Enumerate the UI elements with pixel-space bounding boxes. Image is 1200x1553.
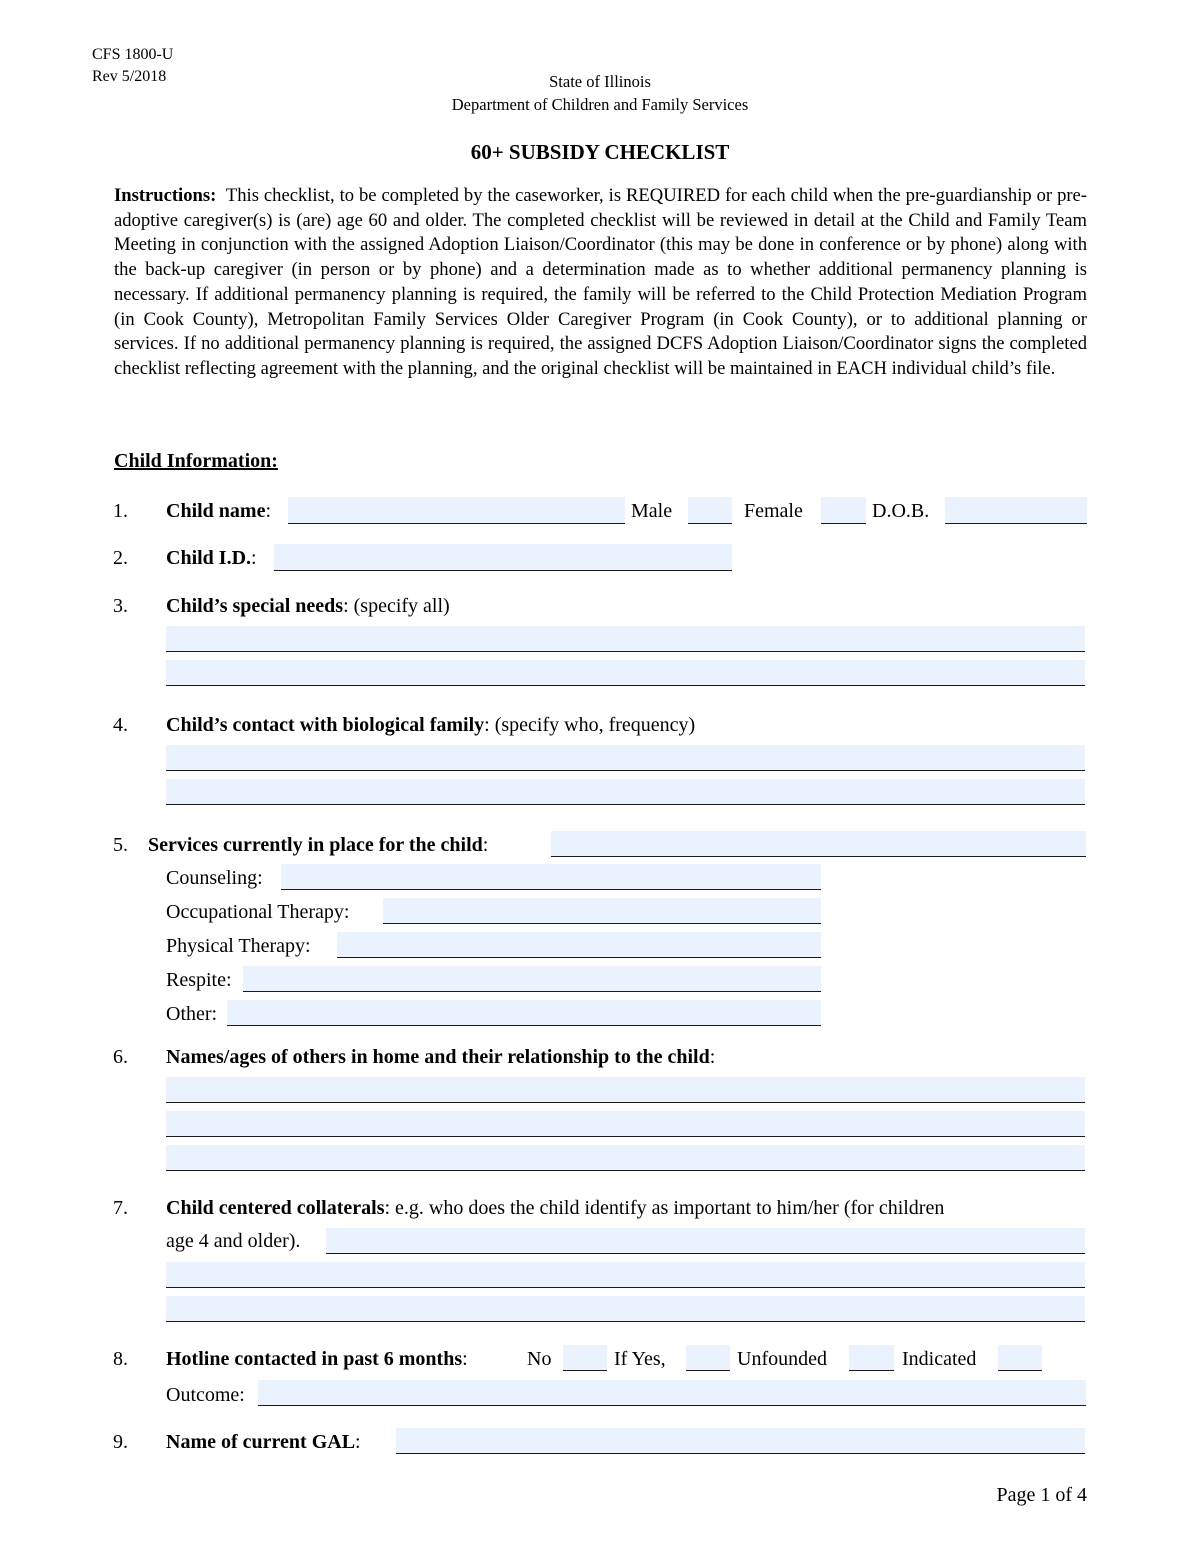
page-number: Page 1 of 4 (996, 1484, 1087, 1506)
occupational-therapy-label: Occupational Therapy: (166, 901, 350, 923)
form-number: CFS 1800-U (92, 46, 174, 63)
child-id-label: Child I.D.: (166, 547, 257, 569)
item-number-6: 6. (113, 1046, 128, 1068)
hotline-unfounded-label: Unfounded (737, 1348, 827, 1370)
special-needs-line-2[interactable] (166, 660, 1085, 686)
biological-family-line-2[interactable] (166, 779, 1085, 805)
gal-name-label: Name of current GAL: (166, 1431, 361, 1453)
other-field[interactable] (227, 1000, 821, 1026)
hotline-yes-field[interactable] (686, 1345, 730, 1371)
hotline-unfounded-field[interactable] (849, 1345, 894, 1371)
physical-therapy-field[interactable] (337, 932, 821, 958)
dob-label: D.O.B. (872, 500, 930, 522)
services-label: Services currently in place for the child: (148, 834, 489, 856)
instructions (114, 184, 1087, 382)
occupational-therapy-field[interactable] (383, 898, 821, 924)
others-in-home-label: Names/ages of others in home and their relationship to the child: (166, 1046, 716, 1068)
female-field[interactable] (821, 497, 866, 524)
page-title: 60+ SUBSIDY CHECKLIST (470, 140, 730, 164)
collaterals-line-1[interactable] (326, 1228, 1085, 1254)
item-number-8: 8. (113, 1348, 128, 1370)
child-name-field[interactable] (288, 497, 625, 524)
counseling-field[interactable] (281, 864, 821, 890)
others-in-home-line-2[interactable] (166, 1111, 1085, 1137)
outcome-field[interactable] (258, 1380, 1086, 1406)
other-label: Other: (166, 1003, 218, 1025)
child-id-field[interactable] (274, 544, 732, 571)
collaterals-line-2[interactable] (166, 1262, 1085, 1288)
dob-field[interactable] (945, 497, 1087, 524)
biological-family-contact-label: Child’s contact with biological family: (specify who, frequency) (166, 714, 696, 736)
male-field[interactable] (688, 497, 732, 524)
hotline-label: Hotline contacted in past 6 months: (166, 1348, 468, 1370)
services-field[interactable] (551, 831, 1086, 857)
item-number-4: 4. (113, 714, 128, 736)
physical-therapy-label: Physical Therapy: (166, 935, 311, 957)
hotline-indicated-label: Indicated (902, 1348, 977, 1370)
form-revision: Rev 5/2018 (92, 68, 167, 85)
state-name: State of Illinois (549, 72, 651, 91)
item-number-2: 2. (113, 547, 128, 569)
female-label: Female (744, 500, 803, 522)
instructions-label: Instructions: (114, 185, 217, 206)
male-label: Male (631, 500, 673, 522)
section-heading-child-information: Child Information: (114, 450, 278, 472)
item-number-9: 9. (113, 1431, 128, 1453)
others-in-home-line-3[interactable] (166, 1145, 1085, 1171)
department-name: Department of Children and Family Services (451, 95, 749, 114)
respite-label: Respite: (166, 969, 232, 991)
outcome-label: Outcome: (166, 1384, 245, 1406)
hotline-indicated-field[interactable] (998, 1345, 1042, 1371)
respite-field[interactable] (243, 966, 821, 992)
hotline-no-field[interactable] (563, 1345, 607, 1371)
instructions-text: This checklist, to be completed by the caseworker, is REQUIRED for each child when the pre-guardianship or pre-adoptive caregiver(s) is (are) age 60 and older. The completed checklist will be reviewed in detail at the Child and Family Team Meeting in conjunction with the assigned Adoption Liaison/Coordinator (this may be done in conference or by phone) along with the back-up caregiver (in person or by phone) and a determination made as to whether additional permanency planning is necessary. If additional permanency planning is required, the family will be referred to the Child Protection Mediation Program (in Cook County), Metropolitan Family Services Older Caregiver Program (in Cook County), or to additional planning or services. If no additional permanency planning is required, the assigned DCFS Adoption Liaison/Coordinator signs the completed checklist reflecting agreement with the planning, and the original checklist will be maintained in EACH individual child’s file. (114, 185, 1087, 379)
collaterals-line-3[interactable] (166, 1296, 1085, 1322)
gal-name-field[interactable] (396, 1428, 1085, 1454)
biological-family-line-1[interactable] (166, 745, 1085, 771)
child-name-label: Child name: (166, 500, 272, 522)
collaterals-label: Child centered collaterals: e.g. who does the child identify as important to him/her (for children (166, 1197, 945, 1219)
special-needs-label: Child’s special needs: (specify all) (166, 595, 450, 617)
item-number-3: 3. (113, 595, 128, 617)
special-needs-line-1[interactable] (166, 626, 1085, 652)
collaterals-label-line-2: age 4 and older). (166, 1230, 301, 1252)
hotline-no-label: No (527, 1348, 552, 1370)
item-number-1: 1. (113, 500, 128, 522)
others-in-home-line-1[interactable] (166, 1077, 1085, 1103)
hotline-if-yes-label: If Yes, (614, 1348, 666, 1370)
item-number-5: 5. (113, 834, 128, 856)
item-number-7: 7. (113, 1197, 128, 1219)
counseling-label: Counseling: (166, 867, 263, 889)
